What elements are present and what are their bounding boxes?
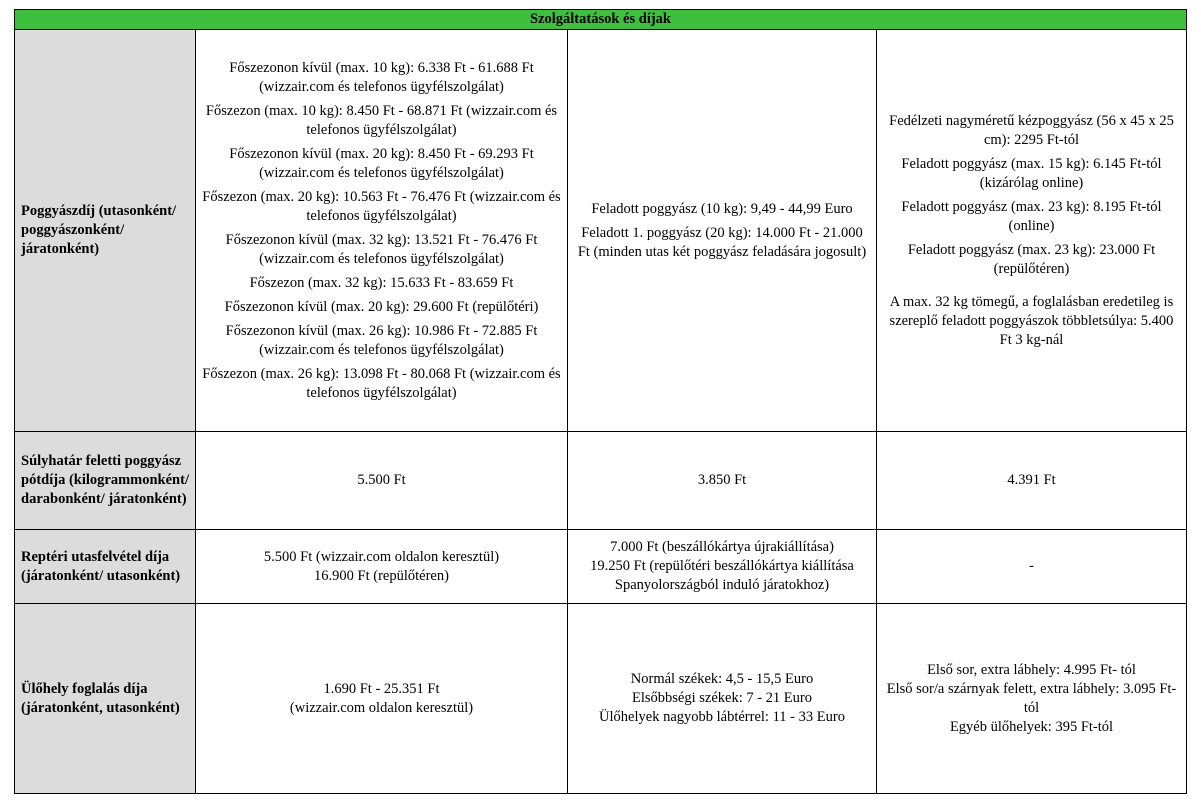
- fee-line: Feladott poggyász (10 kg): 9,49 - 44,99 Euro: [591, 200, 853, 217]
- table-cell: [877, 30, 1187, 432]
- fee-line: Normál székek: 4,5 - 15,5 Euro: [630, 671, 814, 687]
- fee-line: Főszezonon kívül (max. 20 kg): 8.450 Ft - 69.293 Ft (wizzair.com és telefonos ügyfélszolgálat): [229, 145, 534, 181]
- fee-line: Főszezonon kívül (max. 20 kg): 29.600 Ft (repülőtéri): [224, 298, 539, 315]
- table-cell: [196, 604, 568, 794]
- fee-line: Főszezonon kívül (max. 10 kg): 6.338 Ft - 61.688 Ft (wizzair.com és telefonos ügyfélszolgálat): [229, 59, 534, 95]
- fee-line: (wizzair.com oldalon keresztül): [289, 699, 474, 716]
- row-label: Poggyászdíj (utasonként/ poggyászonként/ járatonként): [15, 30, 196, 432]
- table-cell: [196, 530, 568, 604]
- fee-line: Feladott poggyász (max. 23 kg): 8.195 Ft-tól (online): [901, 198, 1162, 234]
- fee-line: 19.250 Ft (repülőtéri beszállókártya kiállítása Spanyolországból induló járatokhoz): [590, 558, 854, 593]
- fee-line: Egyéb ülőhelyek: 395 Ft-tól: [949, 718, 1114, 735]
- fee-line: Feladott 1. poggyász (20 kg): 14.000 Ft - 21.000 Ft (minden utas két poggyász feladására jogosult): [577, 224, 867, 260]
- fee-line: Főszezon (max. 32 kg): 15.633 Ft - 83.659 Ft: [249, 274, 514, 291]
- fee-line: Főszezonon kívül (max. 32 kg): 13.521 Ft - 76.476 Ft (wizzair.com és telefonos ügyfélszolgálat): [225, 231, 538, 267]
- table-cell: [568, 604, 877, 794]
- table-cell: -: [877, 530, 1187, 604]
- table-cell: 5.500 Ft: [196, 432, 568, 530]
- services-fees-table: [14, 9, 1187, 794]
- row-label: Reptéri utasfelvétel díja (járatonként/ utasonként): [15, 530, 196, 604]
- fee-line: Első sor, extra lábhely: 4.995 Ft- tól: [927, 661, 1136, 678]
- fee-line: Feladott poggyász (max. 15 kg): 6.145 Ft-tól (kizárólag online): [901, 155, 1162, 191]
- fee-line: Feladott poggyász (max. 23 kg): 23.000 Ft (repülőtéren): [907, 241, 1156, 277]
- fee-line: Első sor/a szárnyak felett, extra lábhely: 3.095 Ft-tól: [886, 680, 1177, 716]
- fee-line: A max. 32 kg tömegű, a foglalásban eredetileg is szereplő feladott poggyászok többletsúlya: 5.400 Ft 3 kg-nál: [889, 293, 1174, 348]
- fee-line: 5.500 Ft (wizzair.com oldalon keresztül): [263, 548, 500, 565]
- fee-line: Főszezon (max. 20 kg): 10.563 Ft - 76.476 Ft (wizzair.com és telefonos ügyfélszolgálat): [202, 188, 561, 224]
- table-header-row: [15, 10, 1187, 30]
- table-row-seat-fee: [15, 604, 1187, 794]
- table-row-baggage-fee: [15, 30, 1187, 432]
- fee-line: Főszezon (max. 10 kg): 8.450 Ft - 68.871 Ft (wizzair.com és telefonos ügyfélszolgálat): [205, 102, 558, 138]
- row-label: Súlyhatár feletti poggyász pótdíja (kilogrammonként/ darabonként/ járatonként): [15, 432, 196, 530]
- fee-line: Főszezonon kívül (max. 26 kg): 10.986 Ft - 72.885 Ft (wizzair.com és telefonos ügyfélszolgálat): [225, 322, 538, 358]
- fee-line: Ülőhelyek nagyobb lábtérrel: 11 - 33 Euro: [599, 709, 845, 725]
- table-cell: 4.391 Ft: [877, 432, 1187, 530]
- table-cell: [877, 604, 1187, 794]
- table-row-overweight-fee: [15, 432, 1187, 530]
- table-title: Szolgáltatások és díjak: [15, 10, 1187, 30]
- table-cell: [568, 530, 877, 604]
- table-cell: [196, 30, 568, 432]
- fee-line: Elsőbbségi székek: 7 - 21 Euro: [631, 690, 812, 706]
- fee-line: 16.900 Ft (repülőtéren): [314, 567, 449, 584]
- fee-line: Fedélzeti nagyméretű kézpoggyász (56 x 45 x 25 cm): 2295 Ft-tól: [889, 112, 1174, 148]
- row-label: Ülőhely foglalás díja (járatonként, utasonként): [15, 604, 196, 794]
- table-cell: 3.850 Ft: [568, 432, 877, 530]
- fee-line: 7.000 Ft (beszállókártya újrakiállítása): [610, 539, 834, 555]
- table-cell: [568, 30, 877, 432]
- fee-line: 1.690 Ft - 25.351 Ft: [323, 680, 440, 697]
- fee-line: Főszezon (max. 26 kg): 13.098 Ft - 80.068 Ft (wizzair.com és telefonos ügyfélszolgálat): [202, 365, 561, 401]
- table-row-checkin-fee: [15, 530, 1187, 604]
